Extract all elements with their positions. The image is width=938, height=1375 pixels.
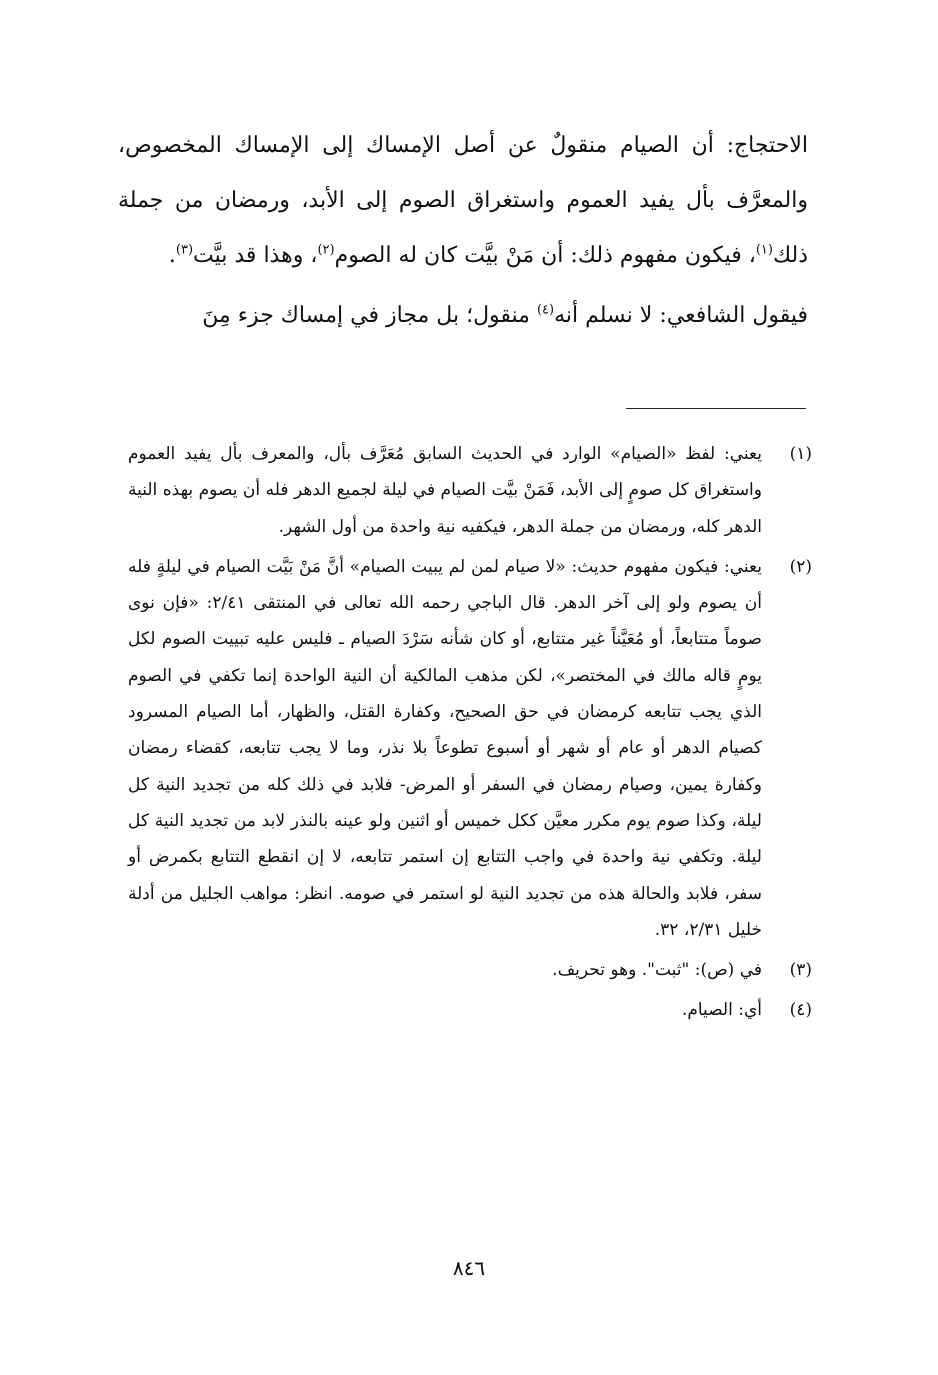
main-text — [118, 118, 808, 343]
footnote-3 — [128, 952, 812, 988]
footnote-ref-4[interactable]: (٤) — [536, 302, 555, 318]
footnote-1 — [128, 436, 812, 545]
footnote-text: في (ص): "ثبت". وهو تحريف. — [552, 960, 762, 981]
main-paragraph-2 — [118, 288, 808, 343]
footnote-ref-3[interactable]: (٣) — [175, 242, 194, 258]
para1-text-a: الاحتجاج: أن الصيام منقولٌ عن أصل الإمساك إلى الإمساك المخصوص، والمعرَّف بأل يفيد العموم واستغراق الصوم إلى الأبد، ورمضان من جملة ذلك — [118, 133, 808, 268]
para2-text-b: منقول؛ بل مجاز في إمساك جزء مِنَ — [202, 303, 537, 328]
para2-text-a: فيقول الشافعي: لا نسلم أنه — [554, 303, 808, 328]
footnote-4 — [128, 992, 812, 1028]
footnote-text: يعني: لفظ «الصيام» الوارد في الحديث السابق مُعَرَّف بأل، والمعرف بأل يفيد العموم واستغراق كل صومٍ إلى الأبد، فَمَنْ بيَّت الصيام في ليلة لجميع الدهر فله أن يصوم بهذه النية الدهر كله، ورمضان من جملة الدهر، فيكفيه نية واحدة من أول الشهر. — [128, 444, 762, 537]
footnote-separator — [626, 408, 806, 409]
footnote-number: (٢) — [789, 556, 812, 577]
footnote-ref-2[interactable]: (٢) — [317, 242, 335, 258]
footnote-2 — [128, 549, 812, 948]
footnote-text: أي: الصيام. — [681, 1000, 762, 1021]
page-number: ٨٤٦ — [452, 1256, 486, 1280]
para1-text-c: ، وهذا قد بيَّت — [193, 243, 318, 268]
para1-end: . — [168, 243, 176, 268]
footnotes — [128, 436, 812, 1033]
main-paragraph-1 — [118, 118, 808, 283]
para1-text-b: ، فيكون مفهوم ذلك: أن مَنْ بيَّت كان له الصوم — [334, 243, 756, 268]
footnote-text: يعني: فيكون مفهوم حديث: «لا صيام لمن لم يبيت الصيام» أنَّ مَنْ بَيَّت الصيام في ليلةٍ فله أن يصوم ولو إلى آخر الدهر. قال الباجي رحمه الله تعالى في المنتقى ٢/٤١: «فإن نوى صوماً متتابعاً، أو مُعَيَّناً غير متتابع، أو كان شأنه سَرْدَ الصيام ـ فليس عليه تبييت الصوم لكل يومٍ قاله مالك في المختصر»، لكن مذهب المالكية أن النية الواحدة إنما تكفي في الصوم الذي يجب تتابعه كرمضان في حق الصحيح، وكفارة القتل، والظهار، أما الصيام المسرود كصيام الدهر أو عام أو شهر أو أسبوع تطوعاً بلا نذر، وما لا يجب تتابعه، كقضاء رمضان وكفارة يمين، وصيام رمضان في السفر أو المرض- فلابد في ذلك كله من تجديد النية كل ليلة، وكذا صوم يوم مكرر معيَّن ككل خميس أو اثنين ولو عينه بالنذر لابد من تجديد النية كل ليلة. وتكفي نية واحدة في واجب التتابع إن استمر تتابعه، لا إن انقطع التتابع بكمرض أو سفر، فلابد والحالة هذه من تجديد النية لو استمر في صومه. انظر: مواهب الجليل من أدلة خليل ٢/٣١، ٣٢. — [128, 556, 762, 940]
footnote-number: (٤) — [789, 1000, 812, 1021]
footnote-ref-1[interactable]: (١) — [755, 242, 773, 258]
footnote-number: (٣) — [789, 960, 812, 981]
footnote-number: (١) — [789, 444, 812, 464]
